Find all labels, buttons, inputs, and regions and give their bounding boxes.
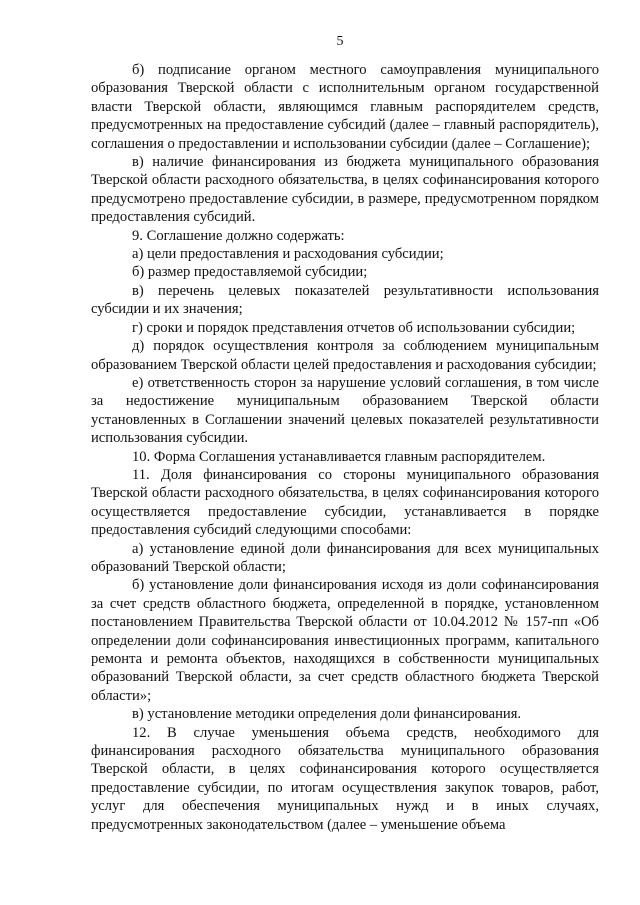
document-body (91, 61, 599, 834)
page-number: 5 (336, 34, 344, 49)
paragraph-11: 11. Доля финансирования со стороны муниципального образования Тверской области расходного обязательства, в целях софинансирования которого осуществляется предоставление субсидии, устанавливается в порядке предоставления субсидий следующими способами: (91, 466, 599, 539)
paragraph-9b: б) размер предоставляемой субсидии; (132, 264, 368, 281)
paragraph-b-signing: б) подписание органом местного самоуправления муниципального образования Тверской области с исполнительным органом государственной власти Тверской области, являющимся главным распорядителем средств, предусмотренных на предоставление субсидий (далее – главный распорядитель), соглашения о предоставлении и использовании субсидии (далее – Соглашение); (91, 62, 599, 152)
paragraph-9e: е) ответственность сторон за нарушение условий соглашения, в том числе за недостижение муниципальным образованием Тверской области установленных в Соглашении значений целевых показателей результативности использования субсидии. (91, 374, 599, 447)
paragraph-12: 12. В случае уменьшения объема средств, необходимого для финансирования расходного обязательства муниципального образования Тверской области, в целях софинансирования которого осуществляется предоставление субсидии, по итогам осуществления закупок товаров, работ, услуг для обеспечения муниципальных нужд и в иных случаях, предусмотренных законодательством (далее – уменьшение объема (91, 724, 599, 833)
paragraph-9-agreement: 9. Соглашение должно содержать: (132, 227, 345, 244)
paragraph-11b: б) установление доли финансирования исходя из доли софинансирования за счет средств областного бюджета, определенной в порядке, установленном постановлением Правительства Тверской области от 10.04.2012 № 157-пп «Об определении доли софинансирования инвестиционных программ, капитального ремонта и ремонта объектов, находящихся в собственности муниципальных образований Тверской области, за счет средств областного бюджета Тверской области»; (91, 577, 599, 704)
paragraph-9v: в) перечень целевых показателей результативности использования субсидии и их значения; (91, 282, 599, 318)
paragraph-9a: а) цели предоставления и расходования субсидии; (132, 246, 444, 263)
paragraph-10: 10. Форма Соглашения устанавливается главным распорядителем. (132, 448, 546, 465)
paragraph-9g: г) сроки и порядок представления отчетов об использовании субсидии; (132, 319, 576, 336)
paragraph-9d: д) порядок осуществления контроля за соблюдением муниципальным образованием Тверской области целей предоставления и расходования субсидии; (91, 338, 599, 373)
paragraph-11a: а) установление единой доли финансирования для всех муниципальных образований Тверской области; (91, 540, 599, 575)
paragraph-v-financing: в) наличие финансирования из бюджета муниципального образования Тверской области расходного обязательства, в целях софинансирования которого предусмотрено предоставление субсидии, в размере, предусмотренном порядком предоставления субсидий. (91, 154, 599, 226)
paragraph-11v: в) установление методики определения доли финансирования. (132, 706, 522, 723)
